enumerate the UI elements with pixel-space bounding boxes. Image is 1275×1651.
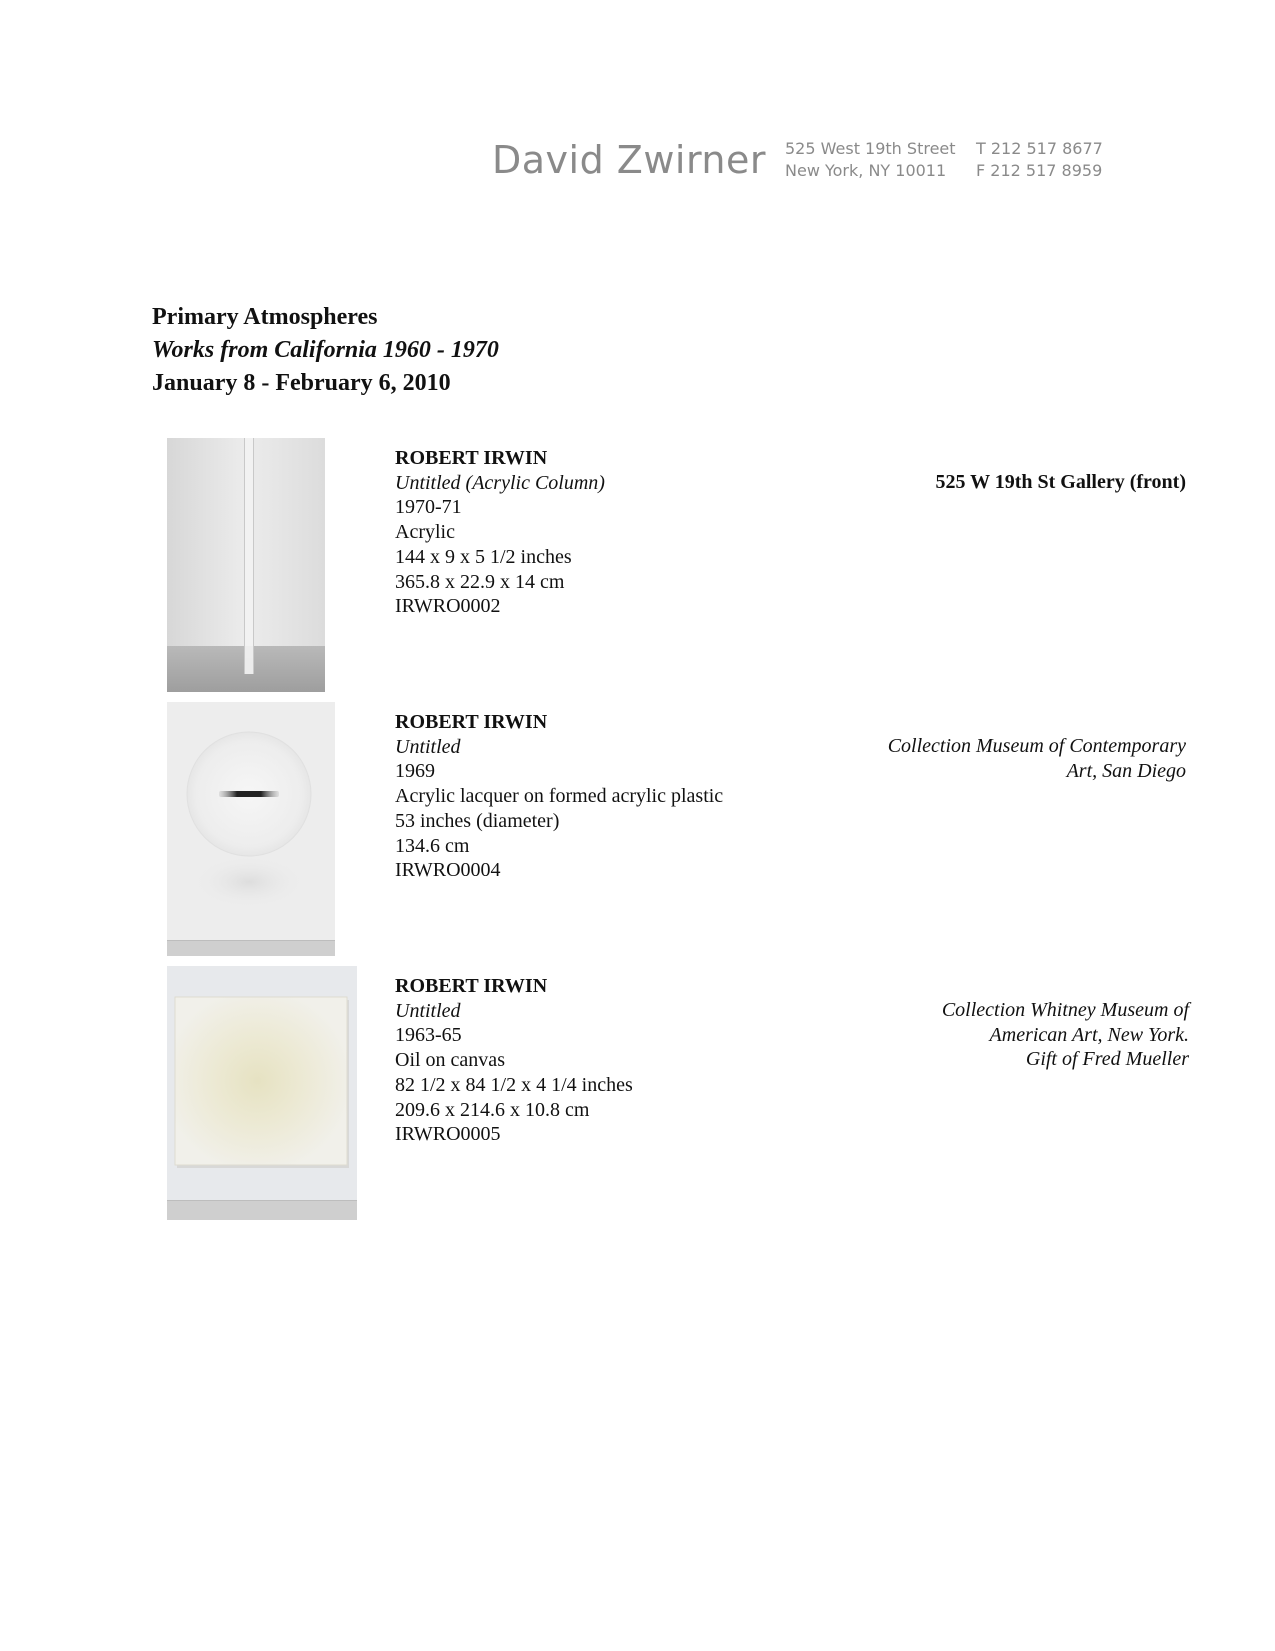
- artwork-image-acrylic-column: [167, 438, 325, 692]
- artwork-image-canvas: [167, 966, 357, 1220]
- artwork-details: [395, 446, 605, 619]
- artwork-medium: Acrylic: [395, 521, 455, 544]
- artwork-image-disc: [167, 702, 335, 956]
- exhibition-dates: January 8 - February 6, 2010: [152, 370, 451, 396]
- artwork-medium: Oil on canvas: [395, 1049, 505, 1072]
- address-line-2: New York, NY 10011: [785, 161, 947, 180]
- location-line: Collection Museum of Contemporary: [887, 735, 1186, 757]
- artwork-entry: [0, 702, 1275, 956]
- artwork-location: [942, 998, 1189, 1072]
- gallery-logo-name: David Zwirner: [492, 138, 767, 182]
- location-line: 525 W 19th St Gallery (front): [935, 471, 1186, 493]
- artwork-inventory-number: IRWRO0002: [395, 595, 501, 618]
- artwork-dimensions-cm: 365.8 x 22.9 x 14 cm: [395, 570, 565, 593]
- fax-number: F 212 517 8959: [976, 161, 1103, 180]
- exhibition-heading: [152, 301, 499, 400]
- exhibition-subtitle: Works from California 1960 - 1970: [152, 337, 499, 363]
- artwork-details: [395, 710, 723, 883]
- artwork-title: Untitled (Acrylic Column): [395, 471, 605, 494]
- artwork-dimensions-inches: 144 x 9 x 5 1/2 inches: [395, 545, 572, 568]
- artwork-dimensions-cm: 134.6 cm: [395, 834, 470, 857]
- artwork-entry: [0, 438, 1275, 692]
- artist-name: ROBERT IRWIN: [395, 975, 548, 997]
- artist-name: ROBERT IRWIN: [395, 447, 548, 469]
- letterhead: [0, 132, 1275, 192]
- artwork-location: [888, 734, 1186, 783]
- artwork-entry: [0, 966, 1275, 1220]
- exhibition-title: Primary Atmospheres: [152, 304, 378, 330]
- artwork-medium: Acrylic lacquer on formed acrylic plastic: [395, 785, 724, 808]
- artwork-inventory-number: IRWRO0005: [395, 1123, 501, 1146]
- location-line: Collection Whitney Museum of: [941, 999, 1189, 1021]
- artwork-inventory-number: IRWRO0004: [395, 859, 501, 882]
- artwork-dimensions-inches: 53 inches (diameter): [395, 809, 560, 832]
- address-line-1: 525 West 19th Street: [785, 139, 956, 158]
- artwork-date: 1969: [395, 760, 435, 783]
- artwork-title: Untitled: [395, 999, 461, 1022]
- location-line: American Art, New York.: [989, 1023, 1189, 1046]
- artwork-title: Untitled: [395, 735, 461, 758]
- phone-number: T 212 517 8677: [976, 139, 1103, 158]
- artist-name: ROBERT IRWIN: [395, 711, 548, 733]
- artwork-date: 1963-65: [395, 1024, 462, 1047]
- location-line: Art, San Diego: [1066, 759, 1186, 782]
- artwork-dimensions-inches: 82 1/2 x 84 1/2 x 4 1/4 inches: [395, 1073, 633, 1096]
- gallery-address: [785, 138, 956, 182]
- artwork-date: 1970-71: [395, 496, 462, 519]
- gallery-contact: [976, 138, 1103, 182]
- location-line: Gift of Fred Mueller: [1025, 1048, 1189, 1071]
- artwork-dimensions-cm: 209.6 x 214.6 x 10.8 cm: [395, 1098, 590, 1121]
- artwork-location: [935, 470, 1186, 495]
- artwork-details: [395, 974, 633, 1147]
